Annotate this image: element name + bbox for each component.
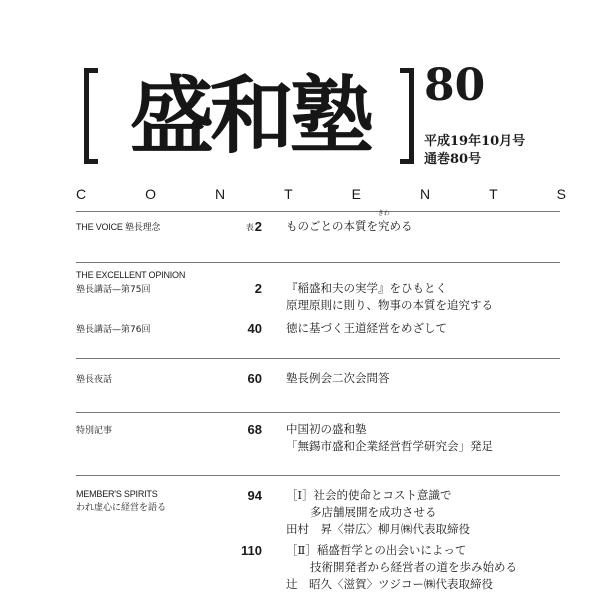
opinion-article-line[interactable]: 徳に基づく王道経営をめざして: [286, 321, 447, 335]
special-article-line[interactable]: 「無錫市盛和企業経営哲学研究会」発足: [286, 439, 493, 453]
voice-article-title[interactable]: ものごとの本質を きわ 究める: [286, 210, 413, 233]
yowa-page-number: 60: [247, 371, 262, 386]
contents-letter: O: [145, 186, 156, 202]
opinion-page-number: 40: [247, 321, 262, 336]
opinion-article-line[interactable]: 『稲盛和夫の実学』をひもとく: [286, 281, 447, 295]
contents-letter: C: [76, 186, 87, 202]
opinion-sublabel: 塾長講話—第76回: [76, 325, 151, 335]
section-divider: [76, 412, 560, 413]
members-article-line[interactable]: 多店舗展開を成功させる: [310, 505, 437, 519]
members-sublabel: われ虚心に経営を語る: [76, 503, 167, 513]
opinion-page-number: 2: [254, 281, 262, 296]
contents-letter: S: [556, 186, 566, 202]
contents-heading: [76, 186, 566, 202]
members-author-line: 辻 昭久〈滋賀〉ツジコー㈱代表取締役: [286, 577, 493, 591]
issue-date: 平成19年10月号: [424, 134, 526, 149]
voice-section-label: THE VOICE 塾長理念: [76, 222, 161, 232]
members-article-line[interactable]: ［Ⅰ］社会的使命とコスト意識で: [286, 488, 452, 502]
ruby-kanji: きわ 究: [377, 210, 390, 233]
section-divider: [76, 262, 560, 263]
special-page-number: 68: [247, 422, 262, 437]
right-bracket: [400, 68, 414, 164]
ruby-reading: きわ: [377, 210, 390, 217]
section-divider: [76, 475, 560, 476]
magazine-title: 盛和塾: [129, 66, 370, 165]
issue-number: 80: [424, 60, 486, 111]
contents-letter: N: [214, 186, 226, 202]
yowa-article-title[interactable]: 塾長例会二次会問答: [286, 371, 390, 385]
contents-letter: T: [489, 186, 498, 202]
special-section-label: 特別記事: [76, 426, 113, 436]
page-prefix: 表: [245, 223, 254, 232]
members-article-line[interactable]: 技術開発者から経営者の道を歩み始める: [310, 560, 517, 574]
voice-page-number: [222, 219, 262, 236]
issue-volume: 通巻80号: [424, 152, 482, 167]
members-section-label: MEMBER'S SPIRITS: [76, 489, 158, 499]
contents-letter: E: [351, 186, 361, 202]
contents-letter: N: [419, 186, 431, 202]
members-author-line: 田村 昇〈帯広〉柳月㈱代表取締役: [286, 522, 470, 536]
opinion-sublabel: 塾長講話—第75回: [76, 285, 151, 295]
section-divider: [76, 358, 560, 359]
contents-letter: T: [284, 186, 293, 202]
left-bracket: [84, 68, 98, 164]
members-page-number: 110: [241, 543, 262, 558]
section-divider: [76, 211, 560, 212]
opinion-article-line[interactable]: 原理原則に則り、物事の本質を追究する: [286, 298, 493, 312]
page-value: 2: [254, 219, 262, 234]
members-article-line[interactable]: ［Ⅱ］稲盛哲学との出会いによって: [286, 543, 467, 557]
members-page-number: 94: [247, 488, 262, 503]
masthead: [84, 58, 444, 168]
yowa-section-label: 塾長夜話: [76, 375, 113, 385]
special-article-line[interactable]: 中国初の盛和塾: [286, 422, 367, 436]
opinion-section-label: THE EXCELLENT OPINION: [76, 270, 186, 280]
